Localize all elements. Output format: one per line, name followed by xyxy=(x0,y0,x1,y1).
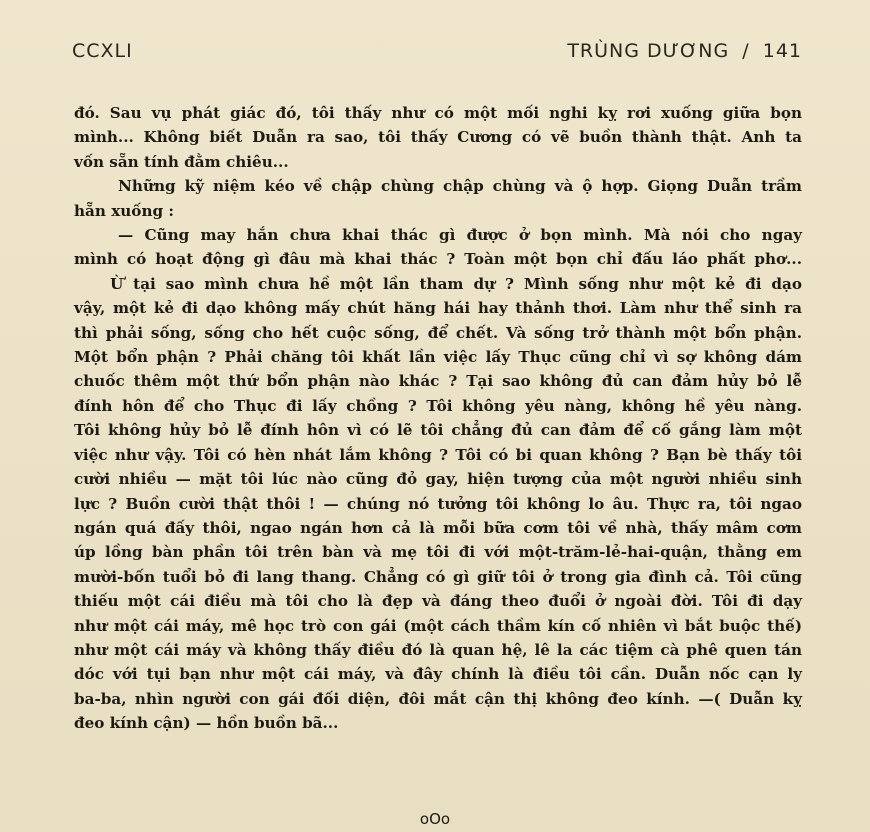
text-line: Tôi không hủy bỏ lễ đính hôn vì có lẽ tôi chẳng đủ can đảm để cố gắng làm một xyxy=(74,421,802,440)
text-line: dóc với tụi bạn như một cái máy, và đây chính là điều tôi cần. Duẫn nốc cạn ly xyxy=(74,665,802,684)
page-number: 141 xyxy=(762,40,802,62)
text-line: mình có hoạt động gì đâu mà khai thác ? Toàn một bọn chỉ đấu láo phất phơ... xyxy=(74,250,802,269)
text-line: hẵn xuống : xyxy=(74,201,174,220)
text-line: vốn sẵn tính đằm chiêu... xyxy=(74,152,289,171)
text-line: lực ? Buồn cười thật thôi ! — chúng nó tưởng tôi không lo âu. Thực ra, tôi ngao xyxy=(74,494,802,513)
text-line: thì phải sống, sống cho hết cuộc sống, để chết. Và sống trở thành một bổn phận. xyxy=(74,323,802,342)
text-line: việc như vậy. Tôi có hèn nhát lắm không ? Tôi có bi quan không ? Bạn bè thấy tôi xyxy=(74,445,802,464)
text-line: vậy, một kẻ đi dạo không mấy chút hăng hái hay thảnh thơi. Làm như thể sinh ra xyxy=(74,299,802,318)
text-line: Một bổn phận ? Phải chăng tôi khất lần việc lấy Thục cũng chỉ vì sợ không dám xyxy=(74,348,802,367)
book-title: TRÙNG DƯƠNG xyxy=(567,40,730,62)
text-line: úp lồng bàn phần tôi trên bàn và mẹ tôi đi với một-trăm-lẻ-hai-quận, thằng em xyxy=(74,543,802,562)
text-line: như một cái máy và không thấy điều đó là quan hệ, lê la các tiệm cà phê quen tán xyxy=(74,640,802,659)
running-header xyxy=(72,40,802,70)
text-line: như một cái máy, mê học trò con gái (một cách thầm kín cố nhiên vì bắt buộc thế) xyxy=(74,616,802,635)
text-line: Những kỹ niệm kéo về chập chùng chập chùng và ộ hợp. Giọng Duẫn trầm xyxy=(118,177,802,196)
text-line: ngán quá đấy thôi, ngao ngán hơn cả là mỗi bữa cơm tôi về nhà, thấy mâm cơm xyxy=(74,518,802,537)
chapter-number: CCXLI xyxy=(72,40,133,62)
text-line: Ừ tại sao mình chưa hề một lần tham dự ? Mình sống như một kẻ đi dạo xyxy=(110,274,802,293)
section-end-mark: oOo xyxy=(419,810,451,828)
text-line: chuốc thêm một thứ bổn phận nào khác ? Tại sao không đủ can đảm hủy bỏ lễ xyxy=(74,372,802,391)
text-line: thiếu một cái điều mà tôi cho là đẹp và đáng theo đuổi ở ngoài đời. Tôi đi dạy xyxy=(74,592,802,611)
text-line: cười nhiều — mặt tôi lúc nào cũng đỏ gay, hiện tượng của một người nhiều sinh xyxy=(74,470,802,489)
text-line: đeo kính cận) — hồn buồn bã... xyxy=(74,714,339,733)
text-line: đó. Sau vụ phát giác đó, tôi thấy như có một mối nghi kỵ rơi xuống giữa bọn xyxy=(74,104,802,122)
body-text xyxy=(74,101,802,736)
text-line: — Cũng may hắn chưa khai thác gì được ở bọn mình. Mà nói cho ngay xyxy=(118,226,802,245)
header-right xyxy=(561,40,802,62)
text-line: mình... Không biết Duẫn ra sao, tôi thấy Cương có vẽ buồn thành thật. Anh ta xyxy=(74,128,802,147)
text-line: ba-ba, nhìn người con gái đối diện, đôi mắt cận thị không đeo kính. —( Duẫn kỵ xyxy=(74,689,802,708)
text-line: đính hôn để cho Thục đi lấy chồng ? Tôi không yêu nàng, không hề yêu nàng. xyxy=(74,396,802,415)
text-line: mười-bốn tuổi bỏ đi lang thang. Chẳng có gì giữ tôi ở trong gia đình cả. Tôi cũng xyxy=(74,567,802,586)
header-separator: / xyxy=(742,40,750,62)
